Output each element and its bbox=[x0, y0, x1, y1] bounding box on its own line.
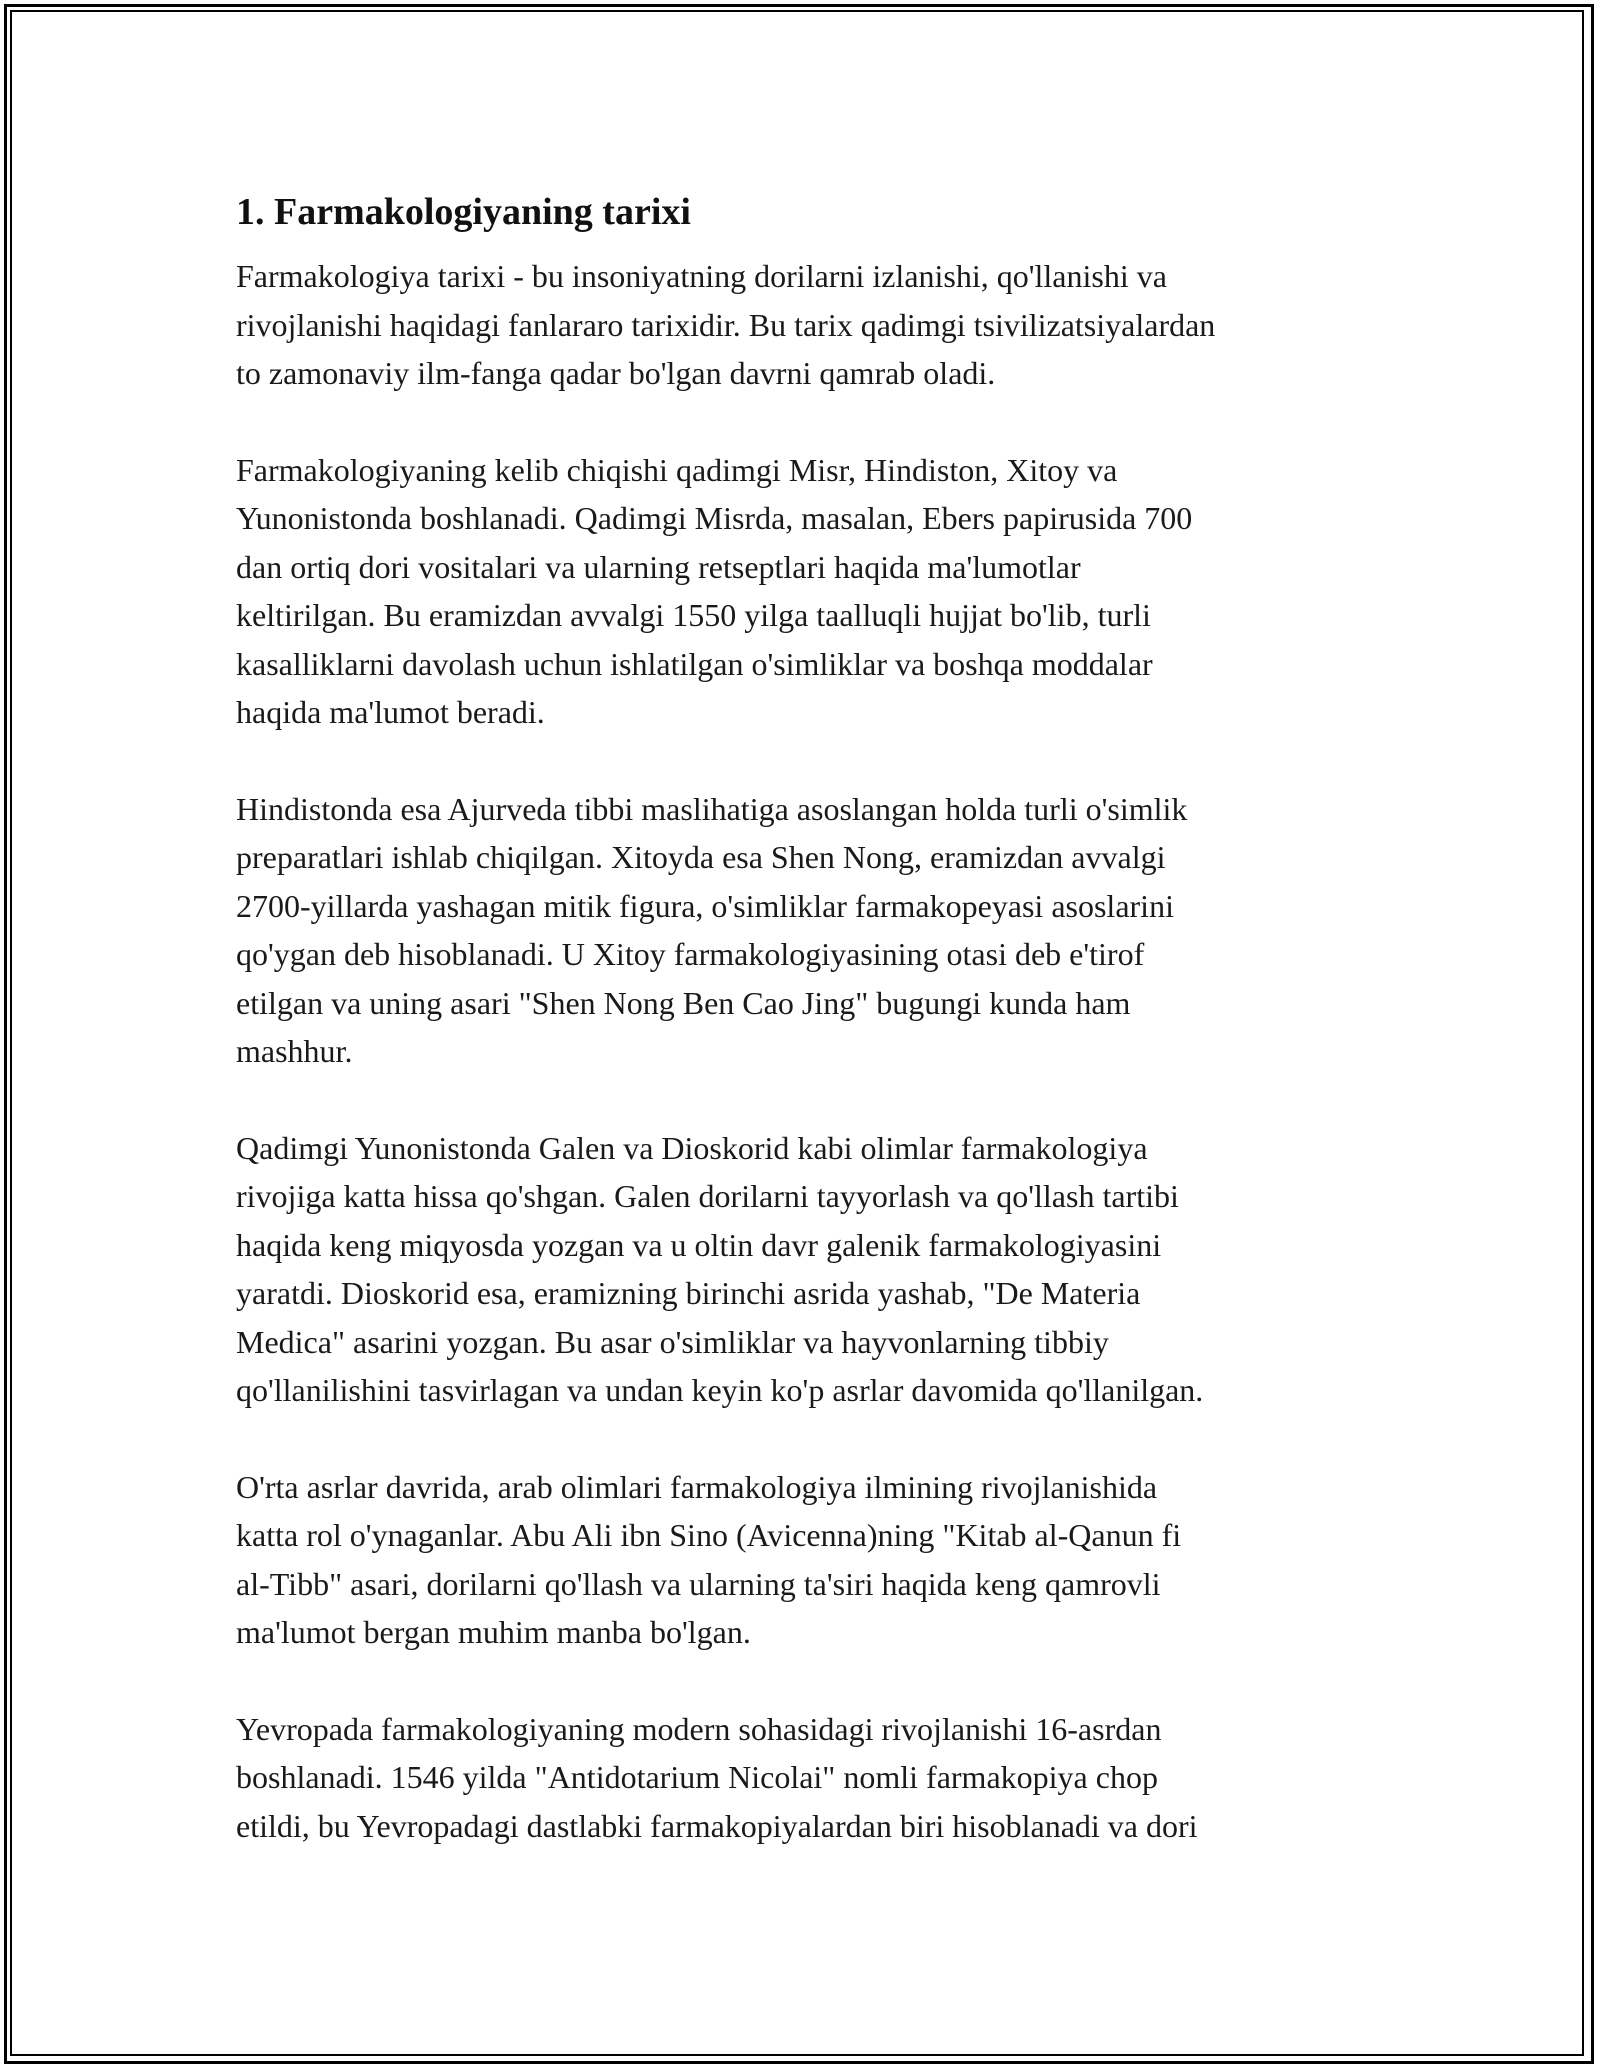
paragraph-middle-ages: O'rta asrlar davrida, arab olimlari farmakologiya ilmining rivojlanishida katta rol o'ynaganlar. Abu Ali ibn Sino (Avicenna)ning "Kitab al-Qanun fi al-Tibb" asari, dorilarni qo'llash va ularning ta'siri haqida keng qamrovli ma'lumot bergan muhim manba bo'lgan. bbox=[236, 1468, 1182, 1650]
section-heading: 1. Farmakologiyaning tarixi bbox=[236, 191, 691, 233]
paragraph-europe: Yevropada farmakologiyaning modern sohasidagi rivojlanishi 16-asrdan boshlanadi. 1546 yilda "Antidotarium Nicolai" nomli farmakopiya chop etildi, bu Yevropadagi dastlabki farmakopiyalardan biri hisoblanadi va dori bbox=[236, 1710, 1198, 1844]
paragraph-intro: Farmakologiya tarixi - bu insoniyatning dorilarni izlanishi, qo'llanishi va rivojlanishi haqidagi fanlararo tarixidir. Bu tarix qadimgi tsivilizatsiyalardan to zamonaviy ilm-fanga qadar bo'lgan davrni qamrab oladi. bbox=[236, 258, 1216, 391]
paragraph-india-china: Hindistonda esa Ajurveda tibbi maslihatiga asoslangan holda turli o'simlik preparatlari ishlab chiqilgan. Xitoyda esa Shen Nong, eramizdan avvalgi 2700-yillarda yashagan mitik figura, o'simliklar farmakopeyasi asoslarini qo'ygan deb hisoblanadi. U Xitoy farmakologiyasining otasi deb e'tirof etilgan va uning asari "Shen Nong Ben Cao Jing" bugungi kunda ham mashhur. bbox=[236, 790, 1188, 1069]
paragraph-greece: Qadimgi Yunonistonda Galen va Dioskorid kabi olimlar farmakologiya rivojiga katta hissa qo'shgan. Galen dorilarni tayyorlash va qo'llash tartibi haqida keng miqyosda yozgan va u oltin davr galenik farmakologiyasini yaratdi. Dioskorid esa, eramizning birinchi asrida yashab, "De Materia Medica" asarini yozgan. Bu asar o'simliklar va hayvonlarning tibbiy qo'llanilishini tasvirlagan va undan keyin ko'p asrlar davomida qo'llanilgan. bbox=[236, 1129, 1204, 1408]
paragraph-origins: Farmakologiyaning kelib chiqishi qadimgi Misr, Hindiston, Xitoy va Yunonistonda boshlanadi. Qadimgi Misrda, masalan, Ebers papirusida 700 dan ortiq dori vositalari va ularning retseptlari haqida ma'lumotlar keltirilgan. Bu eramizdan avvalgi 1550 yilga taalluqli hujjat bo'lib, turli kasalliklarni davolash uchun ishlatilgan o'simliklar va boshqa moddalar haqida ma'lumot beradi. bbox=[236, 451, 1193, 730]
document-body bbox=[236, 186, 1376, 1898]
